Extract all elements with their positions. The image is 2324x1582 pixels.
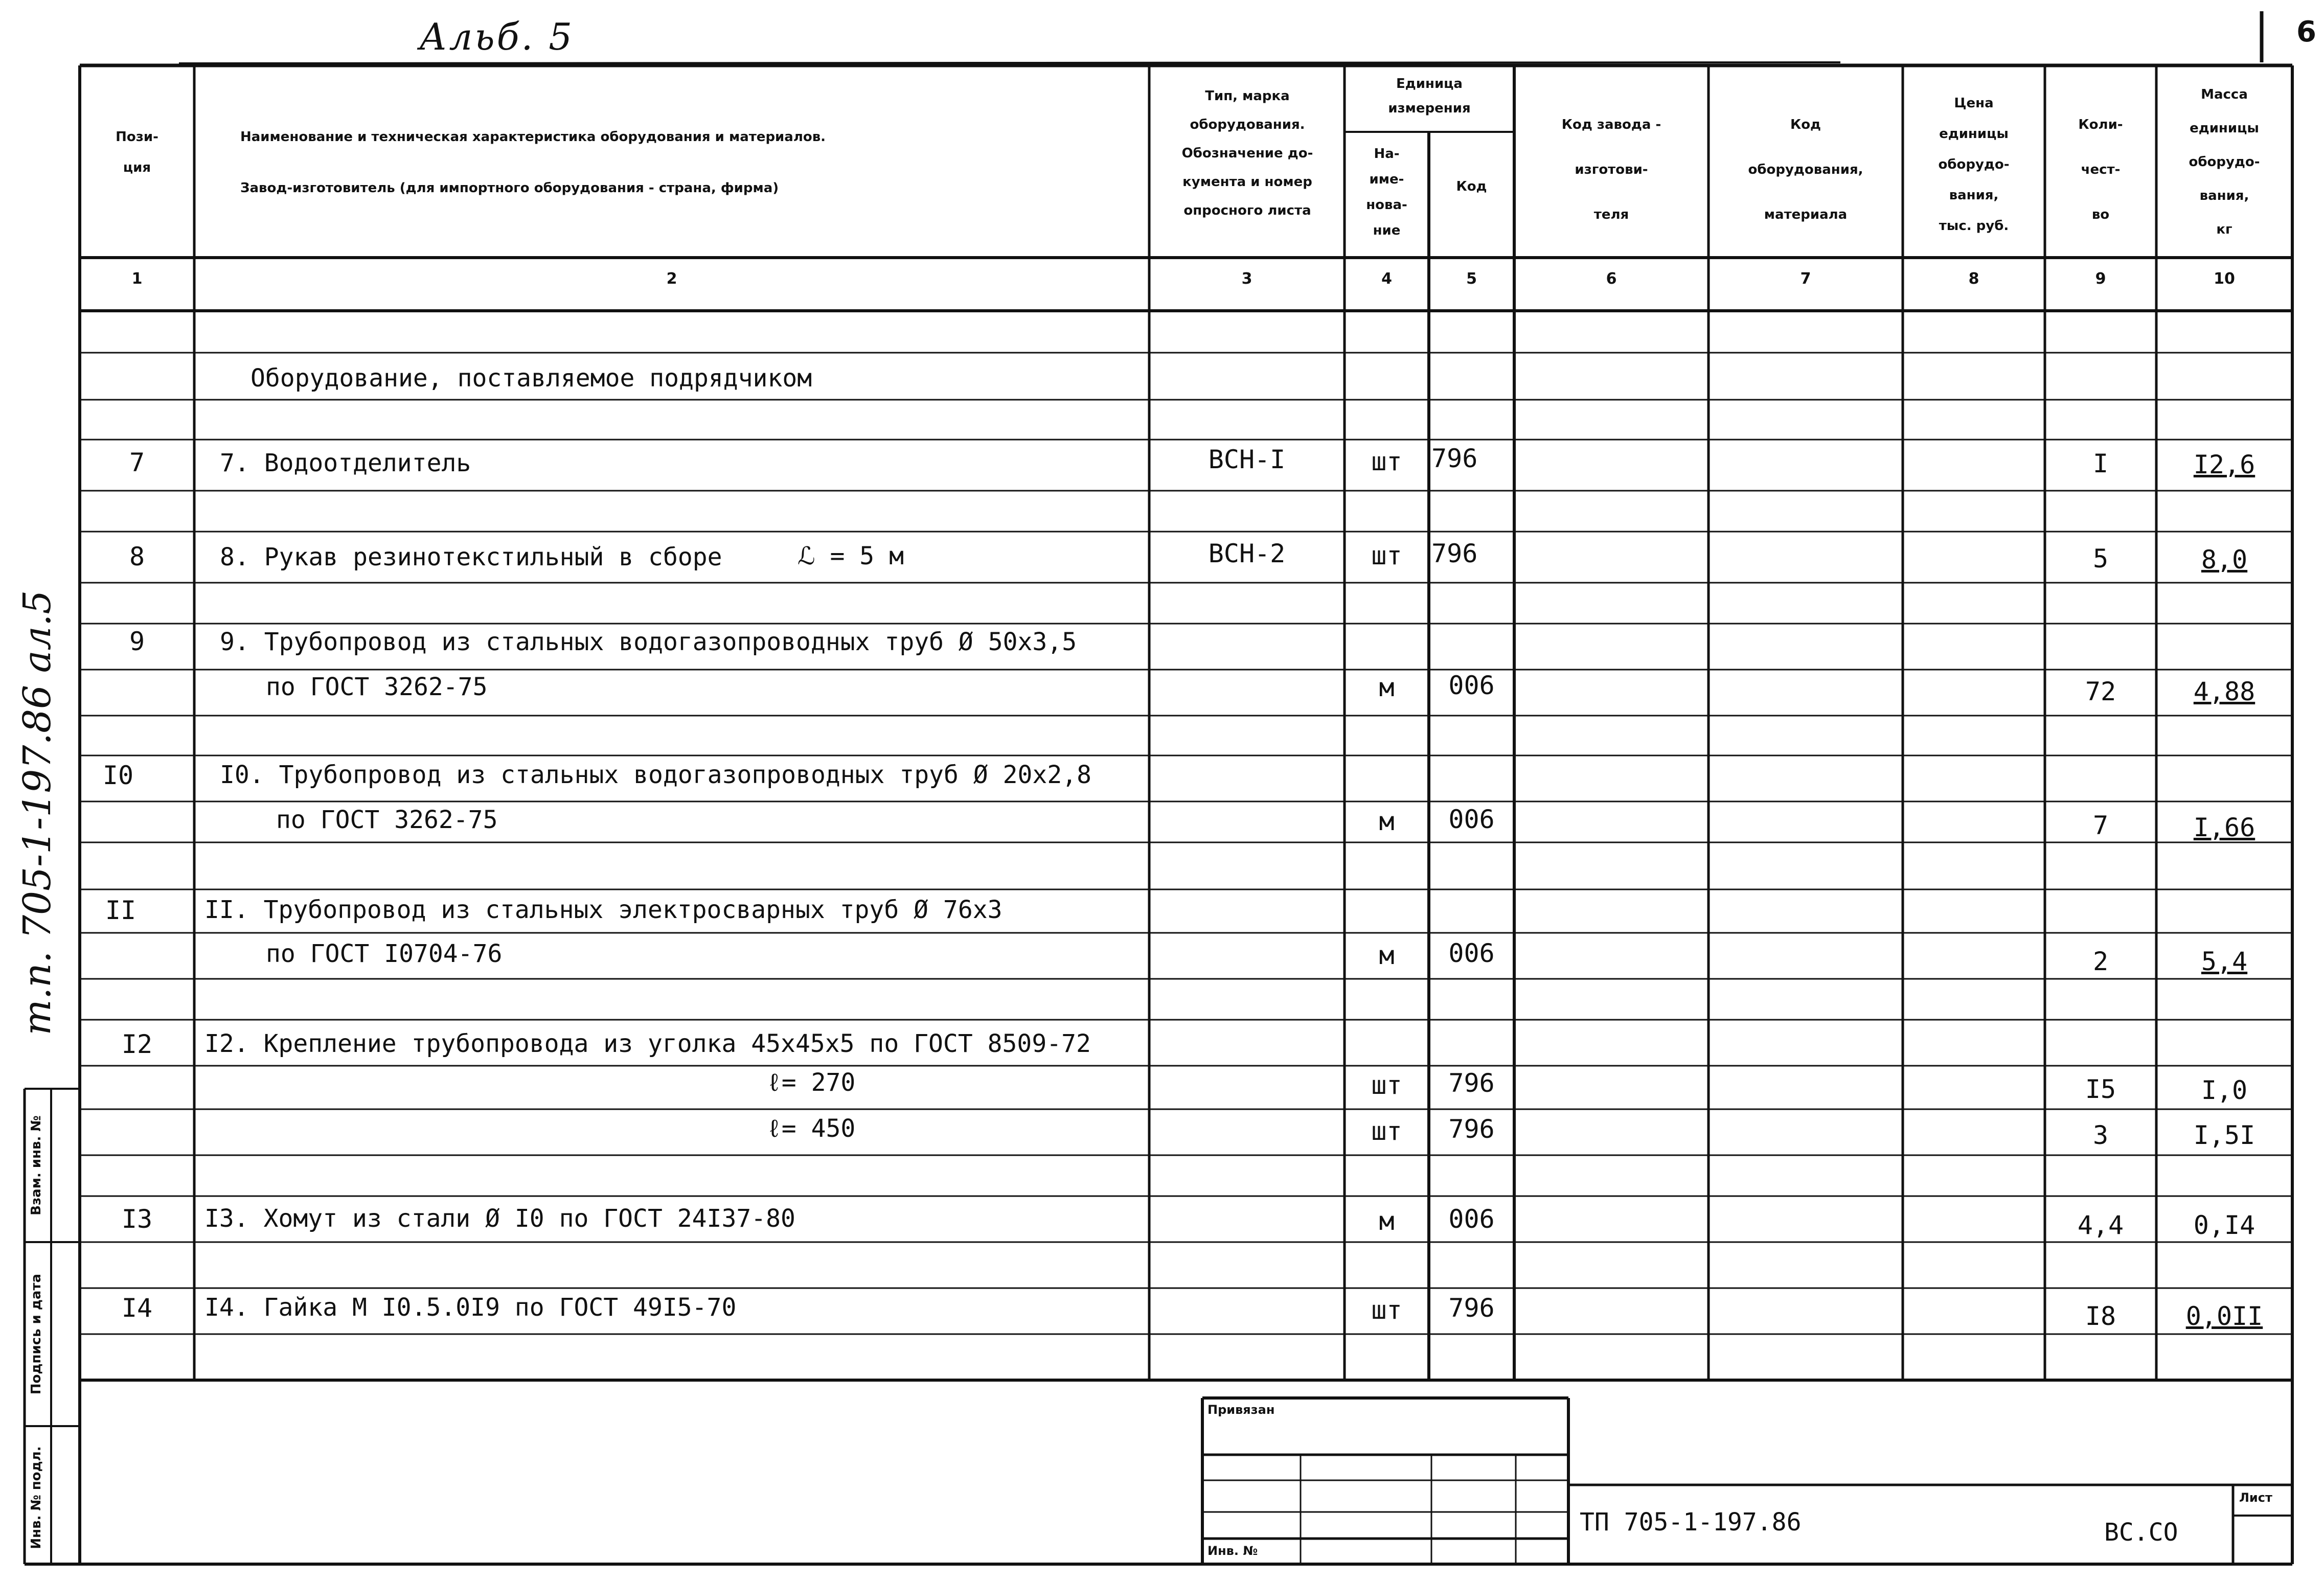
row-unit-code: 796 [1448,1068,1495,1098]
document-code: ТП 705-1-197.86 [1580,1508,1802,1537]
row-quantity: 72 [2085,677,2116,706]
row-unit-code: 006 [1448,938,1495,968]
row-unit-code: 796 [1448,1114,1495,1144]
row-quantity: 2 [2092,947,2109,976]
header-factory-code: Код завода - изготови- теля [1561,117,1661,222]
margin-note: т.п. 705-1-197.86 ал.5 [15,590,59,1036]
album-label: Альб. 5 [419,15,575,58]
row-position: I0 [102,761,134,790]
sheet-label: Лист [2239,1491,2272,1505]
stamp-inv-label: Инв. № [1207,1544,1258,1558]
column-number: 10 [2214,270,2235,288]
row-position: I4 [121,1293,153,1323]
row-type: ВСН-I [1208,445,1286,474]
row-position: 8 [129,542,145,571]
row-mass: I2,6 [2193,450,2255,479]
row-mass: 4,88 [2193,677,2255,706]
row-name: I4. Гайка М I0.5.0I9 по ГОСТ 49I5-70 [204,1293,737,1322]
row-position: 7 [129,448,145,477]
row-sub-label: ℓ= 450 [767,1114,856,1143]
header-position: Пози- ция [116,129,158,175]
row-name: 7. Водоотделитель [220,449,471,477]
column-number: 2 [666,270,677,288]
row-type: ВСН-2 [1208,539,1286,568]
row-position: I2 [121,1029,153,1059]
column-number: 3 [1241,270,1252,288]
row-mass: 8,0 [2201,545,2248,575]
row-unit-code: 796 [1431,444,1478,473]
header-unit-code: Код [1456,179,1487,194]
row-quantity: 5 [2092,544,2109,574]
row-position: II [105,896,136,925]
column-number: 5 [1466,270,1477,288]
row-unit-code: 006 [1448,805,1495,834]
row-unit: шт [1371,1295,1402,1325]
row-name: II. Трубопровод из стальных электросварных труб Ø 76х3 [204,896,1002,924]
row-unit: шт [1371,447,1402,476]
stamp-linked-label: Привязан [1207,1403,1275,1417]
row-name: 9. Трубопровод из стальных водогазопроводных труб Ø 50х3,5 [220,628,1077,656]
header-type: Тип, марка оборудования. Обозначение до- кумента и номер опросного листа [1181,88,1313,218]
row-mass: I,5I [2193,1120,2255,1150]
row-unit-code: 006 [1448,671,1495,700]
row-unit: м [1379,1206,1395,1236]
row-name: I3. Хомут из стали Ø I0 по ГОСТ 24I37-80 [204,1204,795,1233]
column-number: 9 [2095,270,2106,288]
row-name-extra: ℒ = 5 м [798,542,904,570]
header-name: Наименование и техническая характеристика оборудования и материалов. Завод-изготовитель (для импортного оборудования - страна, фирма) [240,129,826,196]
row-name: 8. Рукав резинотекстильный в сборе [220,543,722,571]
column-number: 4 [1381,270,1392,288]
row-unit-code: 796 [1431,539,1478,568]
column-number: 1 [131,270,143,288]
row-unit: шт [1371,541,1402,570]
row-mass: I,0 [2201,1075,2248,1105]
row-name: I0. Трубопровод из стальных водогазопроводных труб Ø 20х2,8 [220,761,1092,789]
side-label-signature: Подпись и дата [29,1273,44,1395]
row-unit-code: 006 [1448,1204,1495,1234]
column-number: 6 [1606,270,1617,288]
header-unit-group: Единица измерения [1388,76,1471,116]
row-position: 9 [129,627,145,656]
row-name-line2: по ГОСТ 3262-75 [276,806,498,834]
row-mass: 5,4 [2201,947,2248,976]
side-label-inventory: Инв. № подл. [29,1446,44,1549]
row-quantity: 4,4 [2077,1210,2124,1240]
document-mark: ВС.СО [2104,1518,2178,1547]
header-quantity: Коли- чест- во [2078,117,2123,222]
row-sub-label: ℓ= 270 [767,1068,856,1097]
header-mass: Масса единицы оборудо- вания, кг [2189,87,2260,237]
header-unit-name: На- име- нова- ние [1366,146,1407,238]
header-price: Цена единицы оборудо- вания, тыс. руб. [1938,96,2010,234]
row-position: I3 [121,1204,153,1234]
side-label-replace: Взам. инв. № [29,1115,44,1216]
row-unit: м [1379,941,1395,970]
row-name-line2: по ГОСТ 3262-75 [266,673,488,701]
row-mass: 0,0II [2185,1301,2263,1331]
section-title: Оборудование, поставляемое подрядчиком [250,364,812,393]
row-name-line2: по ГОСТ I0704-76 [266,939,503,968]
column-number: 7 [1800,270,1811,288]
column-number: 8 [1968,270,1979,288]
row-mass: 0,I4 [2193,1210,2255,1240]
page-number: 6 [2296,15,2316,49]
row-unit-code: 796 [1448,1293,1495,1323]
row-unit: шт [1371,1070,1402,1100]
row-quantity: 3 [2092,1120,2109,1150]
row-unit: м [1379,807,1395,836]
row-unit: шт [1371,1116,1402,1146]
row-quantity: I [2092,449,2109,478]
row-mass: I,66 [2193,813,2255,842]
row-quantity: I5 [2085,1074,2116,1104]
row-quantity: 7 [2092,811,2109,840]
row-name: I2. Крепление трубопровода из уголка 45х45х5 по ГОСТ 8509-72 [204,1029,1091,1058]
row-quantity: I8 [2085,1301,2116,1331]
row-unit: м [1379,673,1395,702]
header-equipment-code: Код оборудования, материала [1748,117,1863,222]
